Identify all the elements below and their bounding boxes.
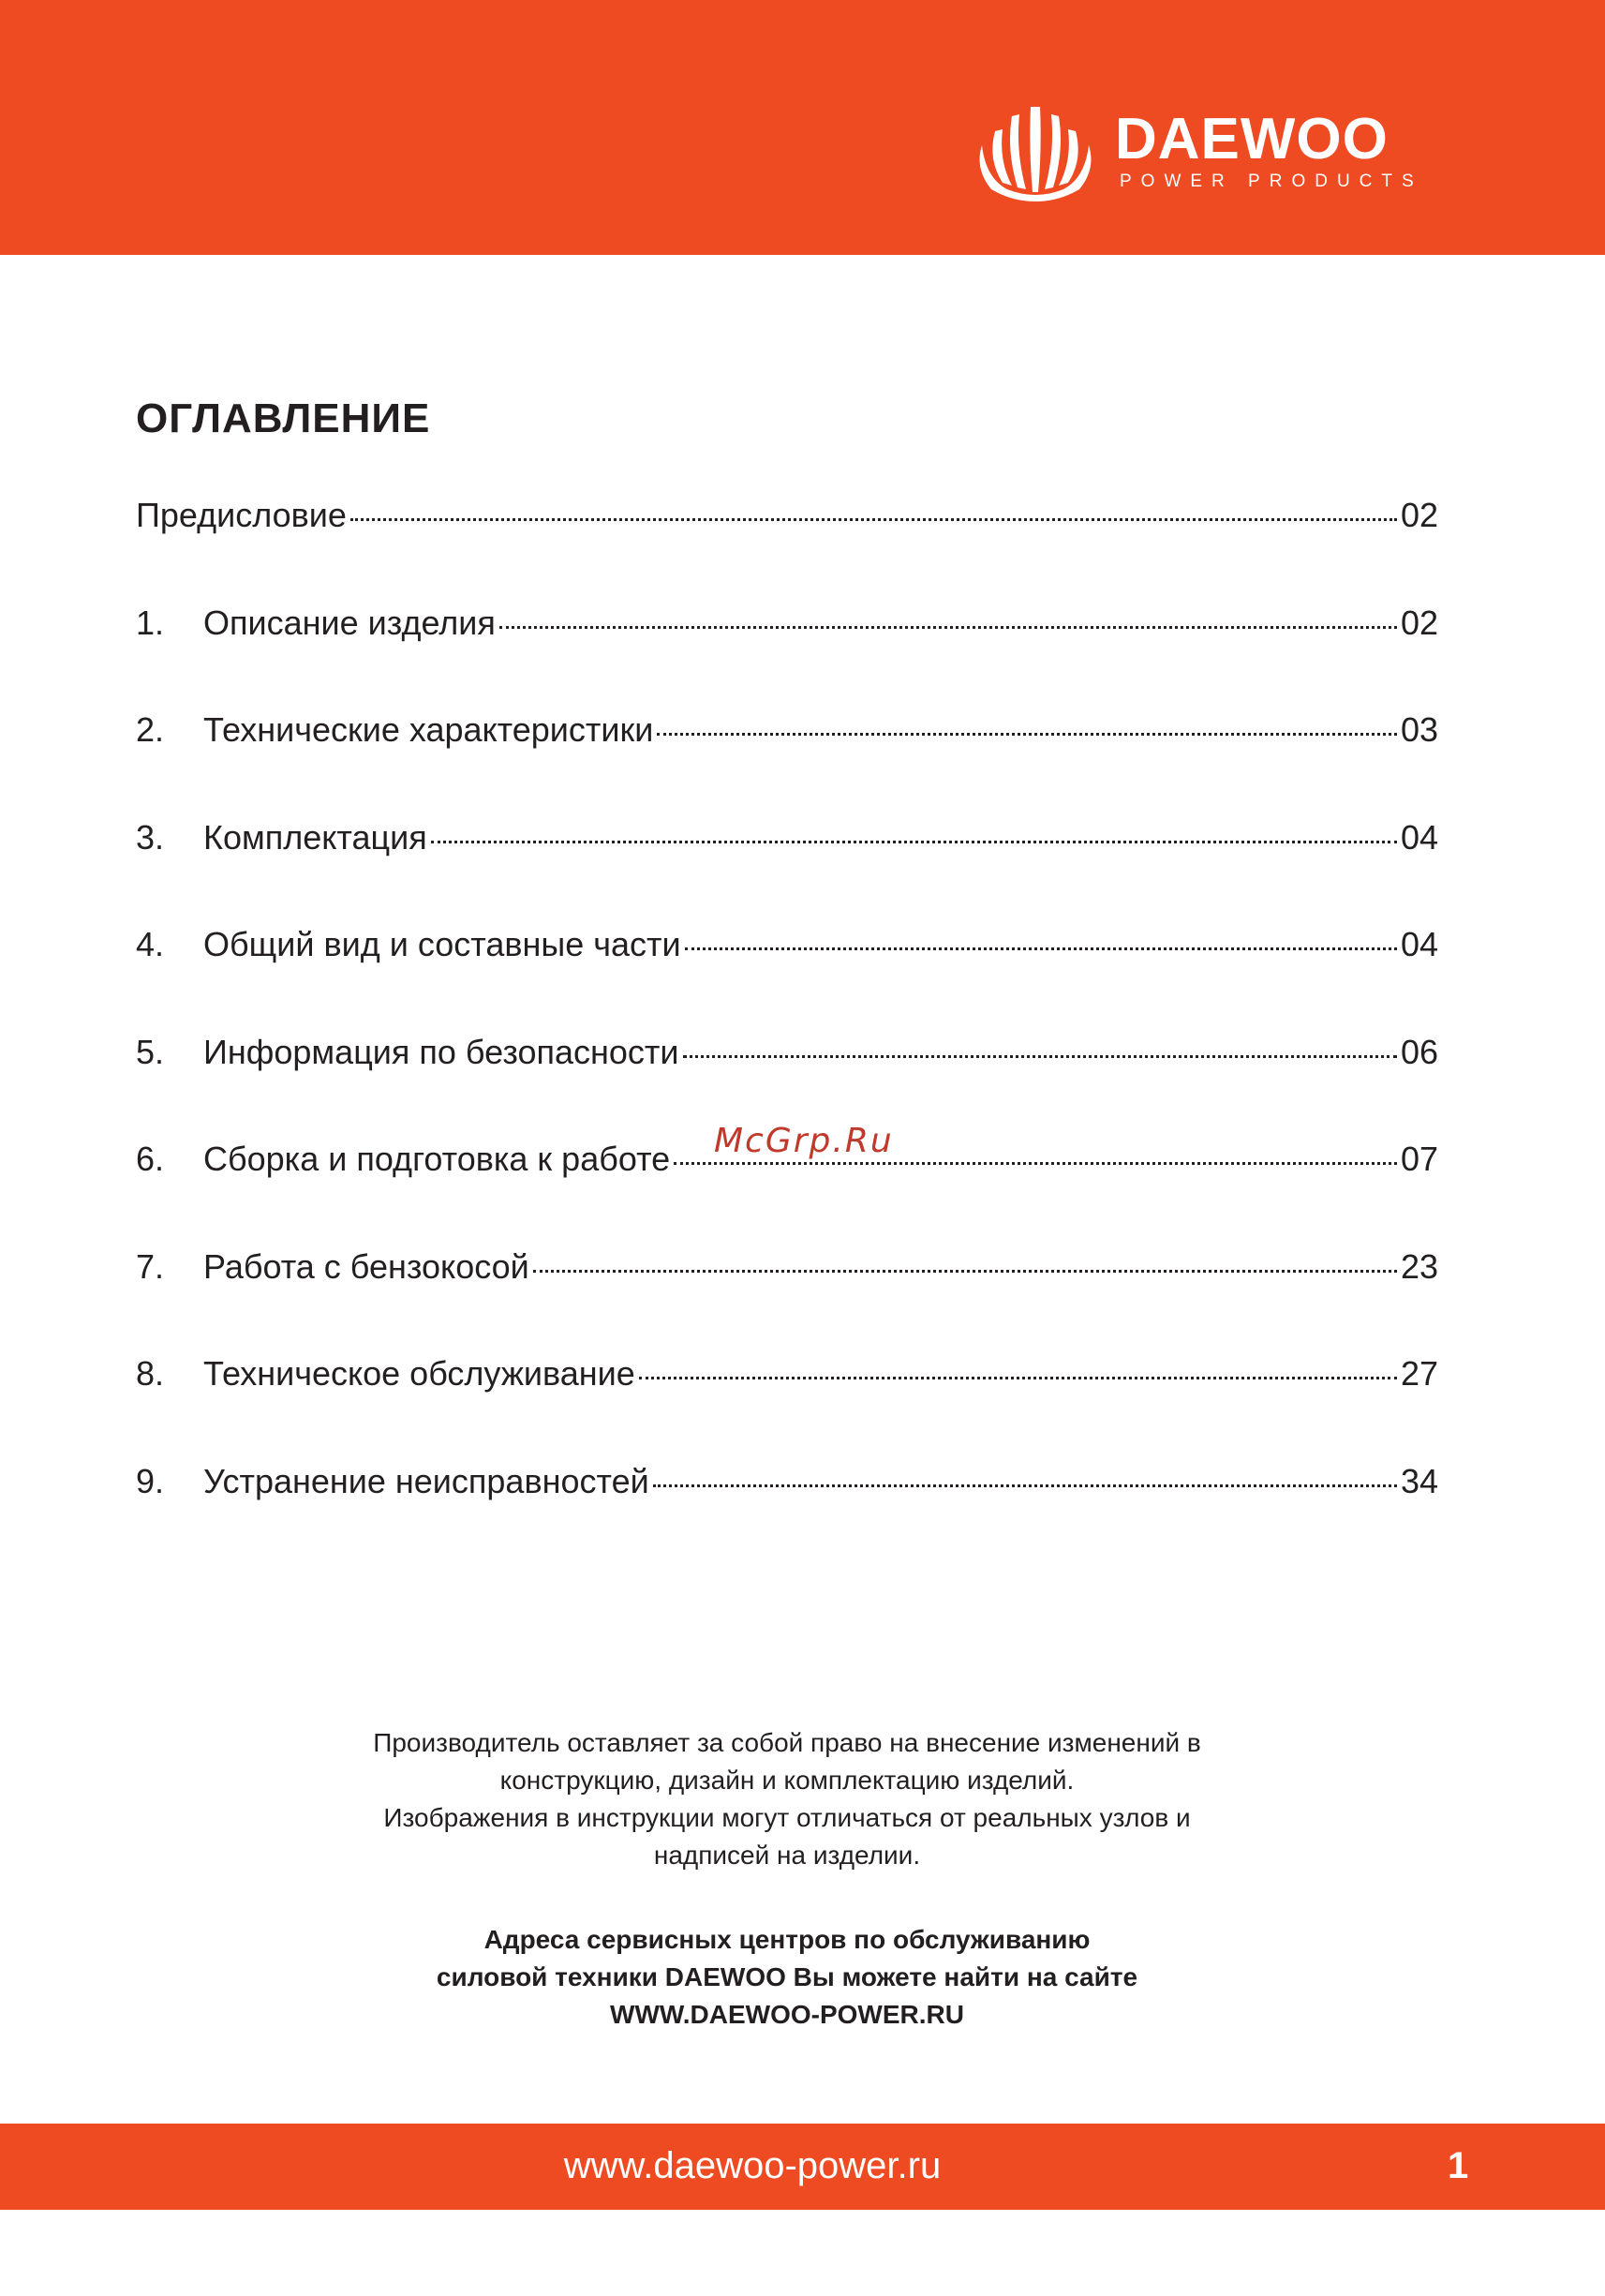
page-number: 1 [1448,2145,1469,2186]
toc-entry [136,810,1438,917]
toc-entry-number: 5. [136,1032,165,1071]
toc-entry-text: Устранение неисправностей [203,1461,649,1500]
header-banner [0,0,1605,255]
toc-entry-text: Общий вид и составные части [203,925,681,963]
toc-entry-page: 03 [1400,710,1438,749]
footer-url: www.daewoo-power.ru [563,2145,942,2186]
toc-entry-text: Технические характеристики [203,710,654,749]
toc-dot-leader [350,518,1397,521]
service-line: Адреса сервисных центров по обслуживанию [483,1925,1091,1954]
toc-entry-page: 04 [1400,925,1438,963]
disclaimer-text [281,1724,1293,1874]
toc-entry-text: Описание изделия [203,603,496,642]
toc-list [136,487,1438,1560]
disclaimer-line: Производитель оставляет за собой право на внесение изменений в [373,1728,1201,1757]
toc-entry [136,702,1438,810]
toc-entry-page: 34 [1400,1461,1438,1500]
toc-entry [136,917,1438,1024]
toc-title: ОГЛАВЛЕНИЕ [136,395,431,441]
service-line: силовой техники DAEWOO Вы можете найти на сайте [436,1962,1138,1991]
toc-dot-leader [431,841,1397,843]
brand-name: DAEWOO [1115,107,1389,171]
toc-entry [136,595,1438,703]
toc-dot-leader [657,733,1397,736]
toc-entry-page: 06 [1400,1032,1438,1071]
footer-url-wrap [0,2142,1570,2189]
toc-entry-page: 02 [1400,603,1438,642]
toc-entry-text: Комплектация [203,817,427,857]
watermark: McGrp.Ru [714,1122,894,1160]
toc-entry-page: 04 [1400,817,1438,857]
service-centers-note [281,1921,1293,2034]
toc-entry-text: Работа с бензокосой [203,1246,529,1286]
toc-entry [136,1346,1438,1454]
toc-entry-number: 1. [136,603,165,642]
daewoo-fan-logo-icon [974,103,1096,201]
brand-subtitle: POWER PRODUCTS [1120,171,1423,191]
toc-entry-text: Информация по безопасности [203,1032,679,1071]
toc-entry [136,1454,1438,1561]
toc-entry [136,1024,1438,1132]
toc-dot-leader [685,947,1397,950]
footer-banner [0,2124,1605,2210]
toc-entry-number: 2. [136,710,165,749]
toc-dot-leader [683,1055,1397,1058]
service-url: WWW.DAEWOO-POWER.RU [610,2000,964,2029]
toc-dot-leader [653,1484,1397,1487]
disclaimer-line: надписей на изделии. [653,1841,921,1870]
toc-entry-number: 8. [136,1354,165,1393]
toc-entry [136,487,1438,595]
toc-entry-text: Предисловие [136,496,347,534]
disclaimer-line: конструкцию, дизайн и комплектацию изделий. [499,1766,1075,1795]
toc-dot-leader [674,1162,1397,1165]
toc-entry-page: 07 [1400,1140,1438,1178]
toc-entry [136,1239,1438,1347]
toc-entry-number: 9. [136,1461,165,1500]
toc-entry-page: 27 [1400,1354,1438,1393]
daewoo-logo [974,103,1443,206]
toc-entry-number: 7. [136,1246,165,1286]
toc-dot-leader [533,1270,1397,1273]
toc-entry-number: 3. [136,817,165,857]
toc-entry-page: 02 [1400,496,1438,534]
toc-entry-page: 23 [1400,1246,1438,1286]
toc-dot-leader [499,626,1397,629]
disclaimer-line: Изображения в инструкции могут отличаться от реальных узлов и [383,1803,1191,1832]
toc-entry-text: Техническое обслуживание [203,1354,635,1393]
toc-entry-number: 6. [136,1140,165,1178]
toc-entry-text: Сборка и подготовка к работе [203,1140,671,1178]
toc-dot-leader [639,1377,1397,1379]
toc-entry-number: 4. [136,925,165,963]
